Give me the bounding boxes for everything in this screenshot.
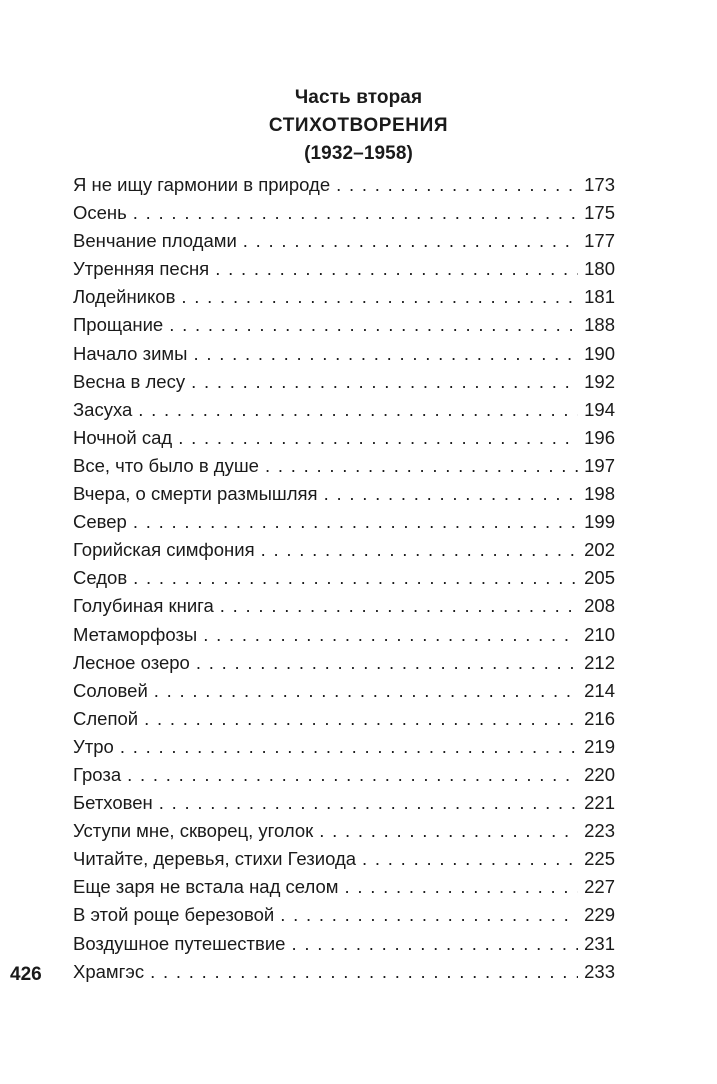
toc-entry-title: Гроза bbox=[73, 763, 122, 785]
toc-entry-page: 208 bbox=[584, 595, 615, 617]
dot-leader bbox=[220, 592, 578, 620]
toc-entry-title: Я не ищу гармонии в природе bbox=[73, 174, 331, 195]
toc-entry-page: 210 bbox=[584, 623, 615, 645]
toc-entry bbox=[73, 592, 615, 620]
toc-entry bbox=[73, 199, 615, 227]
toc-entry bbox=[73, 396, 615, 424]
toc-entry bbox=[73, 930, 615, 958]
toc-entry-title: Весна в лесу bbox=[73, 370, 186, 392]
toc-entry-page: 192 bbox=[584, 370, 615, 392]
toc-entry bbox=[73, 958, 615, 986]
toc-entry-page: 194 bbox=[584, 398, 615, 420]
page-number: 426 bbox=[10, 964, 42, 985]
part-label: Часть вторая bbox=[294, 87, 423, 108]
toc-entry-title: В этой роще березовой bbox=[73, 904, 275, 926]
dot-leader bbox=[362, 845, 578, 873]
toc-entry-title: Засуха bbox=[73, 398, 133, 420]
toc-entry-page: 205 bbox=[584, 567, 615, 589]
toc-entry bbox=[73, 705, 615, 733]
dot-leader bbox=[193, 340, 578, 368]
toc-entry bbox=[73, 452, 615, 480]
toc-entry-page: 177 bbox=[584, 230, 615, 252]
toc-entry-page: 231 bbox=[584, 932, 615, 954]
toc-entry bbox=[73, 171, 615, 199]
dot-leader bbox=[169, 311, 578, 339]
dot-leader bbox=[150, 958, 578, 986]
toc-entry-title: Утро bbox=[73, 735, 114, 757]
toc-entry-page: 233 bbox=[584, 960, 615, 982]
toc-entry bbox=[73, 227, 615, 255]
dot-leader bbox=[261, 536, 579, 564]
dot-leader bbox=[203, 621, 578, 649]
toc-entry-title: Воздушное путешествие bbox=[73, 932, 286, 954]
toc-entry-page: 214 bbox=[584, 679, 615, 701]
dot-leader bbox=[336, 171, 578, 199]
toc-entry-page: 197 bbox=[584, 454, 615, 476]
dot-leader bbox=[181, 283, 578, 311]
section-title: СТИХОТВОРЕНИЯ bbox=[268, 115, 449, 136]
dot-leader bbox=[344, 873, 578, 901]
toc-entry bbox=[73, 677, 615, 705]
dot-leader bbox=[133, 564, 578, 592]
toc-entry bbox=[73, 733, 615, 761]
dot-leader bbox=[280, 901, 578, 929]
dot-leader bbox=[291, 930, 578, 958]
toc-entry bbox=[73, 508, 615, 536]
toc-entry bbox=[73, 817, 615, 845]
toc-entry-title: Слепой bbox=[73, 707, 139, 729]
toc-entry-page: 196 bbox=[584, 426, 615, 448]
toc-entry-page: 190 bbox=[584, 342, 615, 364]
toc-entry-title: Венчание плодами bbox=[73, 230, 237, 252]
toc-entry-page: 198 bbox=[584, 483, 615, 505]
toc-entry-page: 180 bbox=[584, 258, 615, 280]
toc-entry-title: Начало зимы bbox=[73, 342, 188, 364]
toc-entry bbox=[73, 480, 615, 508]
toc-entry bbox=[73, 311, 615, 339]
toc-entry-page: 220 bbox=[584, 763, 615, 785]
toc-entry-title: Лодейников bbox=[73, 286, 176, 308]
toc-entry-title: Бетховен bbox=[73, 792, 153, 814]
toc-entry bbox=[73, 621, 615, 649]
toc-entry-page: 219 bbox=[584, 735, 615, 757]
toc-entry-title: Голубиная книга bbox=[73, 595, 214, 617]
toc-entry-page: 216 bbox=[584, 707, 615, 729]
toc-entry-page: 199 bbox=[584, 511, 615, 533]
dot-leader bbox=[319, 817, 578, 845]
toc-entry-title: Уступи мне, скворец, уголок bbox=[73, 820, 314, 842]
toc-entry bbox=[73, 255, 615, 283]
toc-entry bbox=[73, 564, 615, 592]
toc-entry-page: 227 bbox=[584, 876, 615, 898]
toc-entry bbox=[73, 789, 615, 817]
toc-entry-title: Прощание bbox=[73, 314, 164, 336]
toc-entry bbox=[73, 873, 615, 901]
toc-entry-page: 202 bbox=[584, 539, 615, 561]
dot-leader bbox=[243, 227, 578, 255]
toc-entry bbox=[73, 368, 615, 396]
toc-entry-page: 223 bbox=[584, 820, 615, 842]
section-years: (1932–1958) bbox=[304, 143, 413, 164]
toc-entry bbox=[73, 901, 615, 929]
toc-entry-title: Метаморфозы bbox=[73, 623, 198, 645]
toc-entry-title: Вчера, о смерти размышляя bbox=[73, 483, 318, 505]
toc-entry bbox=[73, 845, 615, 873]
toc-entry-page: 188 bbox=[584, 314, 615, 336]
section-heading bbox=[0, 84, 717, 168]
toc-entry-page: 181 bbox=[584, 286, 615, 308]
toc-entry-title: Лесное озеро bbox=[73, 651, 190, 673]
dot-leader bbox=[138, 396, 578, 424]
toc-entry bbox=[73, 340, 615, 368]
toc-entry-title: Ночной сад bbox=[73, 426, 173, 448]
toc-entry-title: Север bbox=[73, 511, 127, 533]
dot-leader bbox=[191, 368, 578, 396]
table-of-contents bbox=[73, 171, 615, 986]
toc-entry-title: Седов bbox=[73, 567, 128, 589]
dot-leader bbox=[154, 677, 578, 705]
toc-entry-page: 221 bbox=[584, 792, 615, 814]
dot-leader bbox=[178, 424, 578, 452]
toc-entry-title: Осень bbox=[73, 202, 127, 224]
dot-leader bbox=[133, 199, 578, 227]
toc-entry-page: 173 bbox=[584, 174, 615, 195]
dot-leader bbox=[144, 705, 578, 733]
toc-entry-page: 212 bbox=[584, 651, 615, 673]
toc-entry bbox=[73, 649, 615, 677]
dot-leader bbox=[265, 452, 578, 480]
toc-entry-title: Утренняя песня bbox=[73, 258, 210, 280]
toc-entry-title: Храмгэс bbox=[73, 960, 145, 982]
toc-entry-title: Все, что было в душе bbox=[73, 454, 259, 476]
toc-entry-title: Читайте, деревья, стихи Гезиода bbox=[73, 848, 357, 870]
dot-leader bbox=[215, 255, 578, 283]
toc-entry-title: Соловей bbox=[73, 679, 148, 701]
toc-entry bbox=[73, 761, 615, 789]
dot-leader bbox=[324, 480, 579, 508]
toc-entry-page: 229 bbox=[584, 904, 615, 926]
toc-entry bbox=[73, 424, 615, 452]
toc-entry-page: 225 bbox=[584, 848, 615, 870]
dot-leader bbox=[133, 508, 578, 536]
dot-leader bbox=[127, 761, 578, 789]
toc-entry-page: 175 bbox=[584, 202, 615, 224]
toc-entry bbox=[73, 283, 615, 311]
dot-leader bbox=[120, 733, 578, 761]
toc-entry bbox=[73, 536, 615, 564]
toc-entry-title: Горийская симфония bbox=[73, 539, 255, 561]
toc-entry-title: Еще заря не встала над селом bbox=[73, 876, 339, 898]
dot-leader bbox=[196, 649, 578, 677]
dot-leader bbox=[159, 789, 578, 817]
